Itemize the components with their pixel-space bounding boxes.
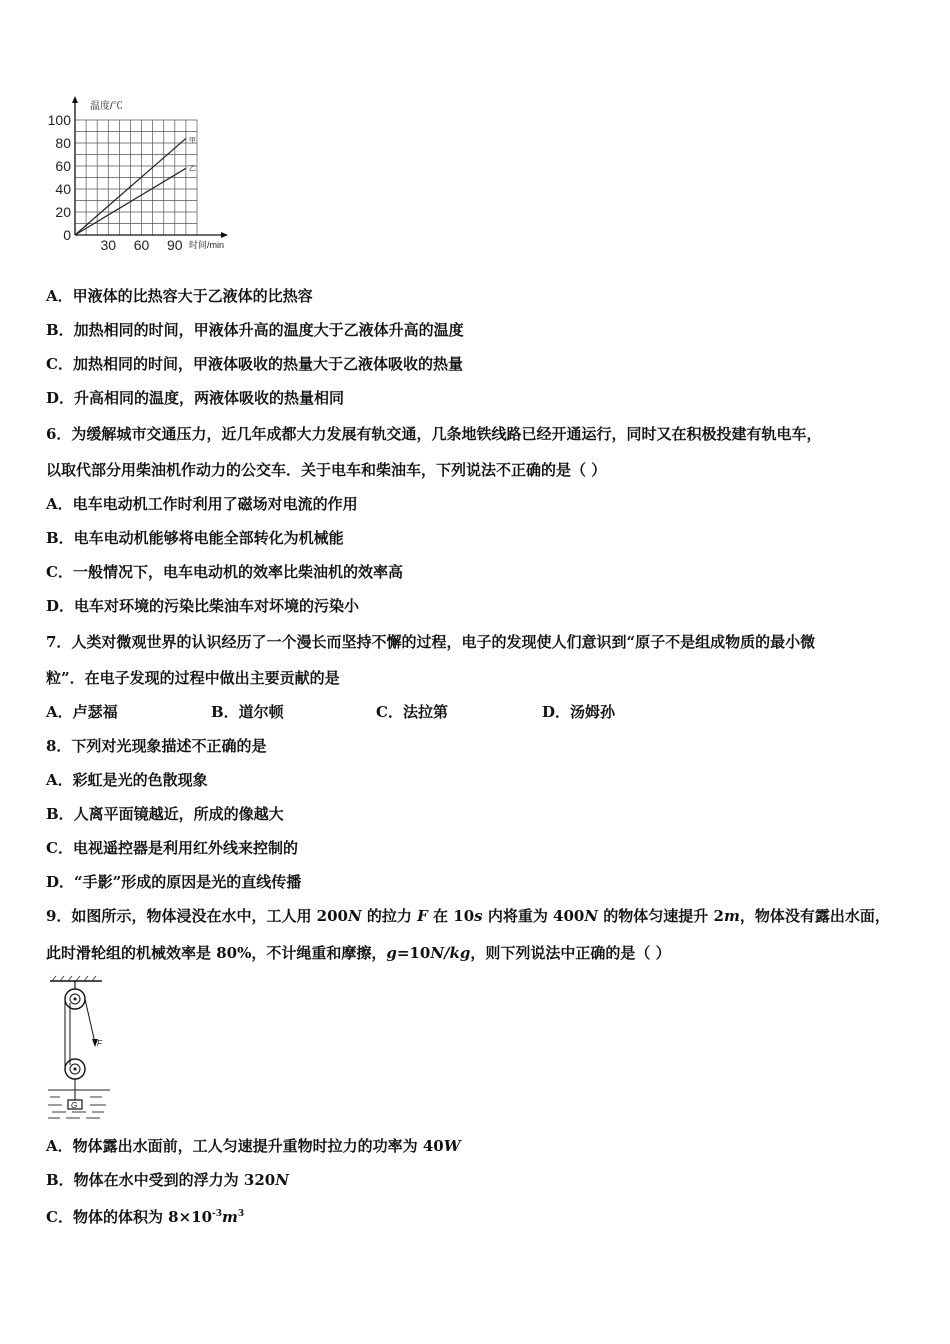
- temperature-time-chart: [30, 95, 260, 260]
- q5-option-c: C．加热相同的时间，甲液体吸收的热量大于乙液体吸收的热量: [46, 355, 463, 373]
- q6-stem-line1: 6．为缓解城市交通压力，近几年成都大力发展有轨交通，几条地铁线路已经开通运行，同时又在积极投建有轨电车，: [46, 425, 822, 443]
- q6-option-b: B．电车电动机能够将电能全部转化为机械能: [46, 529, 344, 547]
- x-tick-label: 60: [133, 237, 150, 253]
- series-label-1: 甲: [188, 137, 196, 145]
- q8-option-a: A．彩虹是光的色散现象: [46, 771, 208, 789]
- y-tick-label: 20: [55, 204, 71, 220]
- q8-option-c: C．电视遥控器是利用红外线来控制的: [46, 839, 298, 857]
- q5-option-b: B．加热相同的时间，甲液体升高的温度大于乙液体升高的温度: [46, 321, 464, 339]
- q6-stem-line2: 以取代部分用柴油机作动力的公交车．关于电车和柴油车，下列说法不正确的是（ ）: [46, 461, 607, 479]
- q6-option-d: D．电车对环境的污染比柴油车对坏境的污染小: [46, 597, 360, 615]
- x-tick-label: 30: [100, 237, 117, 253]
- q9-stem-line1: 9．如图所示，物体浸没在水中，工人用 200N 的拉力 F 在 10s 内将重为 400N 的物体匀速提升 2m，物体没有露出水面，: [46, 907, 890, 925]
- y-axis-arrow: [72, 96, 78, 103]
- q7-options: [46, 702, 615, 722]
- y-axis-label: 温度/℃: [90, 101, 123, 112]
- q9-stem-line2: 此时滑轮组的机械效率是 80%，不计绳重和摩擦，g=10N/kg，则下列说法中正确的是（ ）: [46, 944, 671, 962]
- object-label-g: G: [71, 1101, 78, 1110]
- y-tick-label: 80: [55, 135, 71, 151]
- y-tick-label: 0: [63, 227, 71, 243]
- q9-option-a: A．物体露出水面前，工人匀速提升重物时拉力的功率为 40W: [46, 1137, 461, 1155]
- y-tick-label: 40: [55, 181, 71, 197]
- y-tick-label: 100: [47, 112, 71, 128]
- chart-labels: [48, 99, 224, 253]
- q9-option-b: B．物体在水中受到的浮力为 320N: [46, 1171, 289, 1189]
- chart-grid: [75, 120, 197, 235]
- series-label-2: 乙: [188, 165, 196, 173]
- q6-option-c: C．一般情况下，电车电动机的效率比柴油机的效率高: [46, 563, 403, 581]
- pulley-figure: [40, 975, 120, 1125]
- q8-stem: 8．下列对光现象描述不正确的是: [46, 737, 267, 755]
- q7-option-d: D．汤姆孙: [542, 703, 616, 721]
- y-tick-label: 60: [55, 158, 71, 174]
- q7-option-b: B．道尔顿: [211, 703, 284, 721]
- x-axis-label: 时间/min: [189, 240, 225, 250]
- q7-stem-line2: 粒”．在电子发现的过程中做出主要贡献的是: [46, 669, 340, 687]
- x-tick-label: 90: [167, 237, 183, 253]
- q5-option-d: D．升高相同的温度，两液体吸收的热量相同: [46, 389, 345, 407]
- q7-option-c: C．法拉第: [376, 703, 448, 721]
- q5-option-a: A．甲液体的比热容大于乙液体的比热容: [46, 287, 313, 305]
- q7-option-a: A．卢瑟福: [46, 703, 118, 721]
- q8-option-b: B．人离平面镜越近，所成的像越大: [46, 805, 284, 823]
- q9-option-c: C．物体的体积为 $8\times 10^{-3}m^3$: [46, 1208, 245, 1226]
- force-label-f: F: [97, 1039, 102, 1048]
- chart-series: [75, 136, 196, 235]
- q6-option-a: A．电车电动机工作时利用了磁场对电流的作用: [46, 495, 358, 513]
- x-axis-arrow: [221, 232, 228, 238]
- q8-option-d: D．“手影”形成的原因是光的直线传播: [46, 873, 302, 891]
- q7-stem-line1: 7．人类对微观世界的认识经历了一个漫长而坚持不懈的过程，电子的发现使人们意识到“原子不是组成物质的最小微: [46, 633, 816, 651]
